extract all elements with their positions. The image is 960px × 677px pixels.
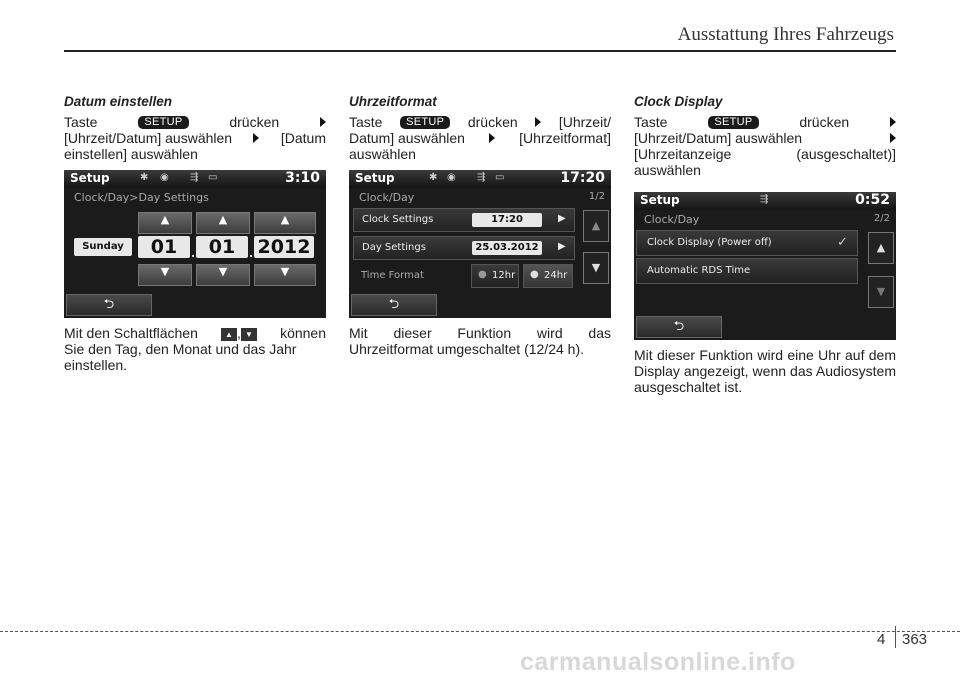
screen-clock-day (349, 170, 611, 318)
text: drücken (467, 114, 518, 130)
option-label: 24hr (544, 270, 568, 281)
page-indicator: 1/2 (588, 191, 605, 202)
caption-date (64, 325, 326, 373)
radio-on-icon: ● (530, 269, 539, 280)
year-up-button[interactable]: ▲ (254, 212, 316, 234)
day-up-button[interactable]: ▲ (138, 212, 192, 234)
section-heading: Clock Display (634, 94, 723, 109)
radio-off-icon: ● (478, 269, 487, 280)
instruction-line (634, 146, 896, 162)
arrow-right-icon (535, 117, 541, 127)
instruction-line (64, 130, 326, 146)
day-down-button[interactable]: ▼ (138, 264, 192, 286)
text: drücken (799, 114, 850, 130)
text: , (237, 325, 241, 341)
instruction-line (64, 114, 326, 130)
text: Taste (349, 114, 383, 130)
ipod-icon: ▭ (495, 172, 505, 183)
screen-titlebar (349, 170, 611, 188)
caption-text: Mit dieser Funktion wird eine Uhr auf dem Display angezeigt, wenn das Audiosystem ausgeschaltet ist. (634, 347, 896, 395)
section-time-format (349, 94, 611, 162)
scroll-up-button[interactable]: ▲ (868, 232, 894, 264)
caption-clock-display (634, 347, 896, 395)
day-field[interactable]: 01 (196, 236, 248, 258)
month-down-button[interactable]: ▼ (196, 264, 250, 286)
separator: . (190, 242, 196, 261)
instruction-line (634, 114, 896, 130)
text: Taste (64, 114, 98, 130)
chevron-right-icon: ▶ (558, 241, 566, 252)
chevron-right-icon: ▶ (558, 213, 566, 224)
footer-rule (0, 631, 960, 632)
breadcrumb: Clock/Day (359, 191, 415, 204)
caption-line (64, 325, 326, 341)
text: [Uhrzeitformat] (519, 130, 611, 146)
disc-icon: ◉ (160, 172, 169, 183)
instruction-line: auswählen (349, 146, 416, 162)
section-heading: Uhrzeitformat (349, 94, 437, 109)
caption-text: Mit dieser Funktion wird das Uhrzeitformat umgeschaltet (12/24 h). (349, 325, 611, 357)
breadcrumb: Clock/Day>Day Settings (74, 191, 209, 204)
row-value: 17:20 (472, 213, 542, 227)
row-label: Clock Display (Power off) (647, 237, 772, 248)
option-label: 12hr (492, 270, 516, 281)
separator: . (248, 242, 254, 261)
text: [Uhrzeit/Datum] auswählen (634, 130, 803, 146)
text: [Uhrzeitanzeige (634, 146, 732, 162)
text: Datum] auswählen (349, 130, 465, 146)
caption-line: einstellen. (64, 357, 128, 373)
screen-titlebar (64, 170, 326, 188)
bluetooth-icon: ✱ (140, 172, 149, 183)
section-date (64, 94, 326, 162)
text: drücken (229, 114, 280, 130)
arrow-right-icon (890, 133, 896, 143)
setup-key-badge: SETUP (138, 116, 188, 129)
text: (ausgeschaltet)] (796, 146, 896, 162)
screen-clock: 17:20 (560, 170, 605, 186)
screen-title: Setup (640, 193, 680, 207)
scroll-down-button[interactable]: ▼ (583, 252, 609, 284)
text: Taste (634, 114, 668, 130)
row-value: 25.03.2012 (472, 241, 542, 255)
screen-titlebar (634, 192, 896, 210)
row-label: Day Settings (362, 242, 426, 253)
arrow-right-icon (253, 133, 259, 143)
text: können (280, 325, 326, 341)
section-clock-display (634, 94, 896, 178)
setup-key-badge: SETUP (708, 116, 758, 129)
section-heading: Datum einstellen (64, 94, 173, 109)
row-label: Clock Settings (362, 214, 434, 225)
screen-clock-display (634, 192, 896, 340)
caption-time-format (349, 325, 611, 357)
down-button-icon: ▼ (241, 328, 257, 341)
footer-divider (895, 626, 896, 648)
page-header-title: Ausstattung Ihres Fahrzeugs (677, 24, 894, 45)
year-field[interactable]: 2012 (254, 236, 314, 258)
menu-row-rds-time[interactable] (636, 258, 858, 284)
instruction-line: auswählen (634, 162, 701, 178)
ipod-icon: ▭ (208, 172, 218, 183)
arrow-right-icon (320, 117, 326, 127)
breadcrumb: Clock/Day (644, 213, 700, 226)
weekday-display: Sunday (74, 238, 132, 256)
disc-icon: ◉ (447, 172, 456, 183)
screen-title: Setup (355, 171, 395, 185)
checkmark-icon: ✓ (837, 235, 848, 250)
up-button-icon: ▲ (221, 328, 237, 341)
screen-clock: 3:10 (285, 170, 320, 186)
instruction-line (634, 130, 896, 146)
header-rule (64, 50, 896, 52)
watermark: carmanualsonline.info (520, 648, 796, 676)
time-format-label: Time Format (361, 270, 424, 281)
page-indicator: 2/2 (873, 213, 890, 224)
instruction-line: einstellen] auswählen (64, 146, 198, 162)
screen-date-settings (64, 170, 326, 318)
instruction-line (349, 130, 611, 146)
option-24hr[interactable] (523, 264, 573, 288)
usb-icon: ⇶ (190, 172, 199, 183)
chapter-number: 4 (877, 631, 886, 648)
screen-title: Setup (70, 171, 110, 185)
bluetooth-icon: ✱ (429, 172, 438, 183)
text: [Uhrzeit/ (558, 114, 611, 130)
text: [Uhrzeit/Datum] auswählen (64, 130, 233, 146)
arrow-right-icon (890, 117, 896, 127)
back-button[interactable]: ⮌ (636, 316, 722, 338)
back-button[interactable]: ⮌ (66, 294, 152, 316)
year-down-button[interactable]: ▼ (254, 264, 316, 286)
usb-icon: ⇶ (477, 172, 486, 183)
month-up-button[interactable]: ▲ (196, 212, 250, 234)
caption-line: Sie den Tag, den Monat und das Jahr (64, 341, 297, 357)
screen-clock: 0:52 (855, 192, 890, 208)
menu-row-clock-display[interactable] (636, 230, 858, 256)
option-12hr[interactable] (471, 264, 519, 288)
menu-row-day-settings[interactable] (353, 236, 575, 260)
text: Mit den Schaltflächen (64, 325, 198, 341)
page-number: 363 (902, 631, 928, 648)
arrow-right-icon (489, 133, 495, 143)
back-button[interactable]: ⮌ (351, 294, 437, 316)
instruction-line (349, 114, 611, 130)
month-field[interactable]: 01 (138, 236, 190, 258)
scroll-up-button[interactable]: ▲ (583, 210, 609, 242)
row-label: Automatic RDS Time (647, 265, 751, 276)
scroll-down-button[interactable]: ▼ (868, 276, 894, 308)
setup-key-badge: SETUP (400, 116, 450, 129)
usb-icon: ⇶ (760, 194, 769, 205)
menu-row-clock-settings[interactable] (353, 208, 575, 232)
text: [Datum (280, 130, 326, 146)
